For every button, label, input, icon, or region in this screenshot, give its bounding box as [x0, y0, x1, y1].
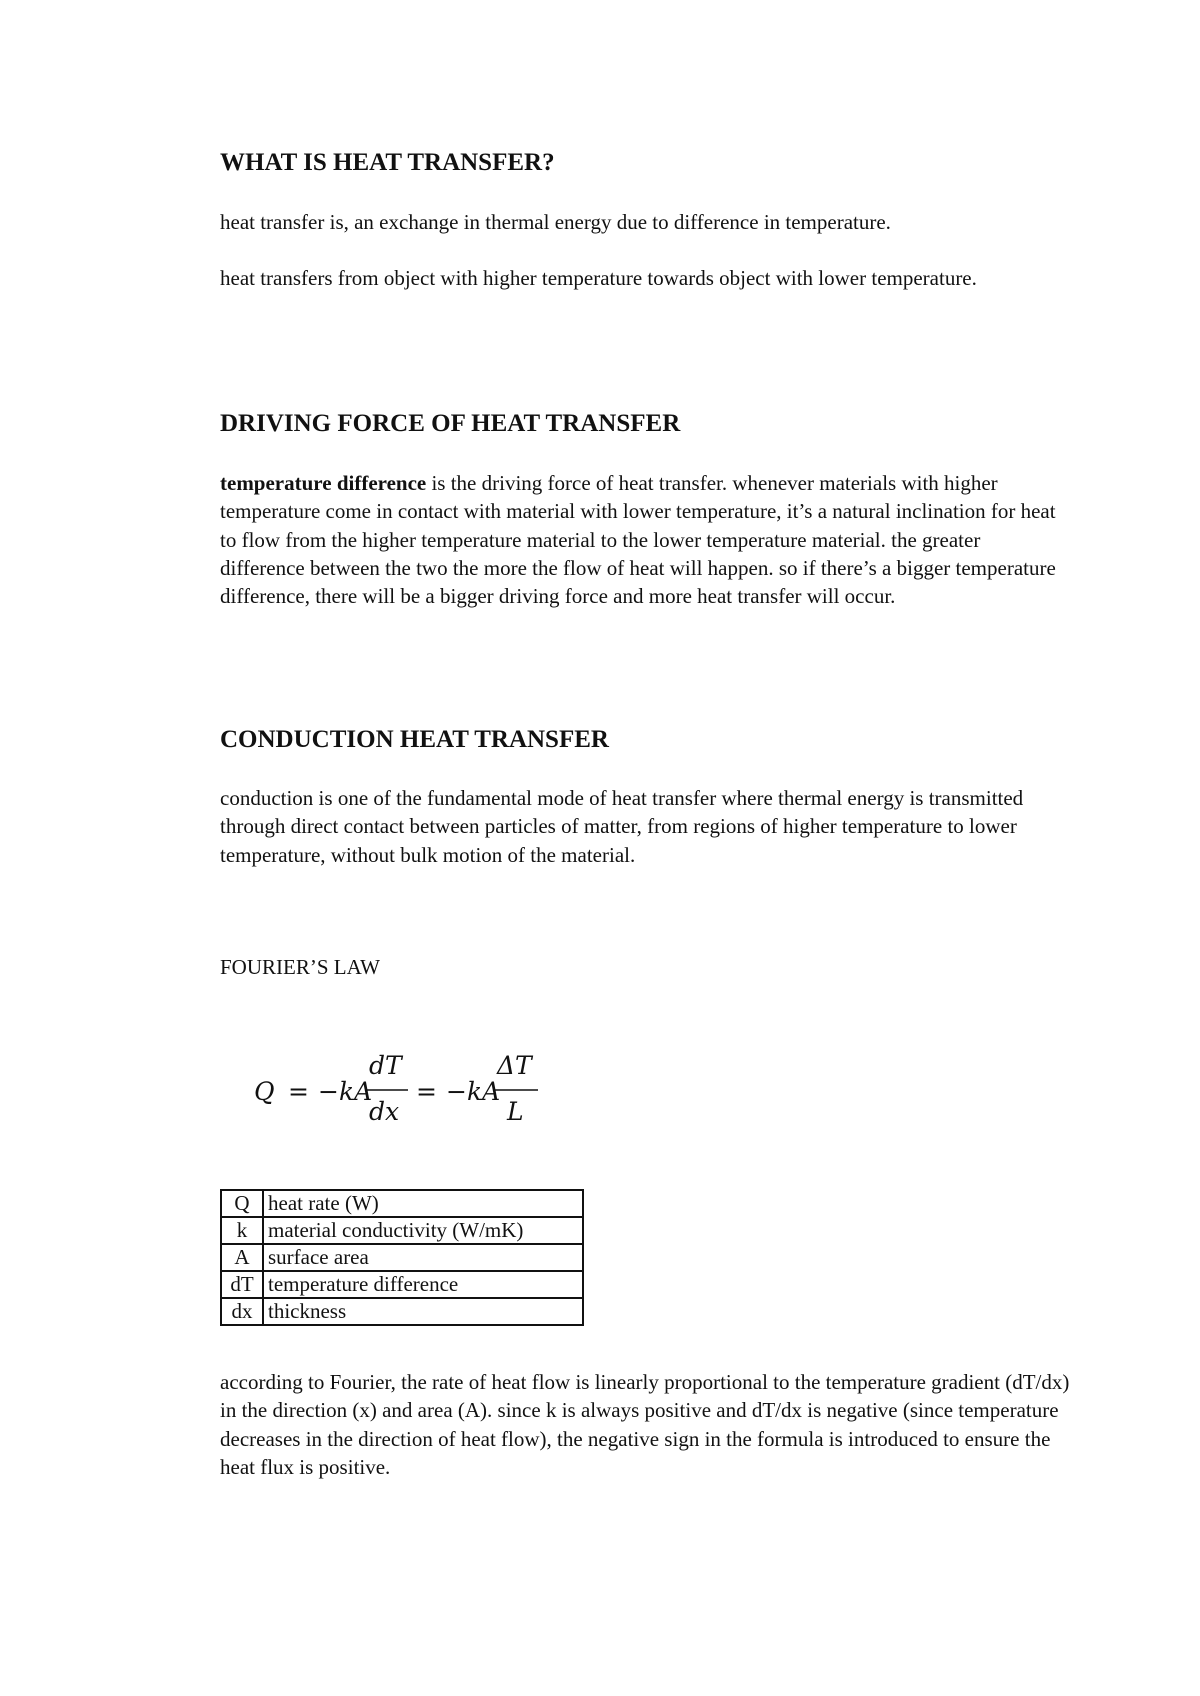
- table-row: [221, 1244, 583, 1271]
- paragraph-conduction: conduction is one of the fundamental mode of heat transfer where thermal energy is transmitted through direct contact between particles of matter, from regions of higher temperature to lower temperature, without bulk motion of the material.: [220, 786, 1024, 867]
- formula-numerator-delta-t: ΔT: [497, 1051, 532, 1080]
- formula-numerator-dt: dT: [369, 1051, 402, 1080]
- heading-what-is-heat-transfer: WHAT IS HEAT TRANSFER?: [220, 149, 555, 176]
- table-cell-description: temperature difference: [263, 1271, 583, 1298]
- formula-q: Q: [254, 1077, 275, 1106]
- table-row: [221, 1190, 583, 1217]
- table-cell-description: thickness: [263, 1298, 583, 1325]
- table-cell-description: surface area: [263, 1244, 583, 1271]
- paragraph-driving-force-text: is the driving force of heat transfer. whenever materials with higher temperature come in contact with material with lower temperature, it’s a natural inclination for heat to flow from the higher temperature material to the lower temperature material. the greater difference between the two the more the flow of heat will happen. so if there’s a bigger temperature difference, there will be a bigger driving force and more heat transfer will occur.: [220, 471, 1056, 609]
- table-cell-symbol: A: [221, 1244, 263, 1271]
- paragraph-driving-force: [220, 469, 1070, 610]
- table-row: [221, 1217, 583, 1244]
- heading-conduction: CONDUCTION HEAT TRANSFER: [220, 726, 609, 753]
- table-cell-description: heat rate (W): [263, 1190, 583, 1217]
- table-cell-symbol: Q: [221, 1190, 263, 1217]
- formula-minus-ka-2: −kA: [446, 1077, 501, 1106]
- table-cell-symbol: k: [221, 1217, 263, 1244]
- formula-minus-ka-1: −kA: [318, 1077, 373, 1106]
- paragraph-definition: heat transfer is, an exchange in thermal energy due to difference in temperature.: [220, 210, 891, 234]
- paragraph-fourier-explanation: according to Fourier, the rate of heat flow is linearly proportional to the temperature gradient (dT/dx) in the direction (x) and area (A). since k is always positive and dT/dx is negative (since temperature decreases in the direction of heat flow), the negative sign in the formula is introduced to ensure the heat flux is positive.: [220, 1370, 1070, 1479]
- table-row: [221, 1298, 583, 1325]
- formula-denominator-l: L: [507, 1097, 524, 1126]
- formula-denominator-dx: dx: [369, 1097, 400, 1126]
- formula-equals-2: =: [416, 1077, 437, 1106]
- table-cell-description: material conductivity (W/mK): [263, 1217, 583, 1244]
- table-cell-symbol: dx: [221, 1298, 263, 1325]
- subheading-fouriers-law: FOURIER’S LAW: [220, 955, 380, 979]
- variables-table: [220, 1189, 584, 1326]
- table-row: [221, 1271, 583, 1298]
- paragraph-direction: heat transfers from object with higher temperature towards object with lower temperature.: [220, 266, 977, 290]
- bold-term-temperature-difference: temperature difference: [220, 471, 427, 495]
- heading-driving-force: DRIVING FORCE OF HEAT TRANSFER: [220, 410, 681, 437]
- fourier-formula: [252, 1040, 572, 1140]
- formula-equals-1: =: [288, 1077, 309, 1106]
- table-cell-symbol: dT: [221, 1271, 263, 1298]
